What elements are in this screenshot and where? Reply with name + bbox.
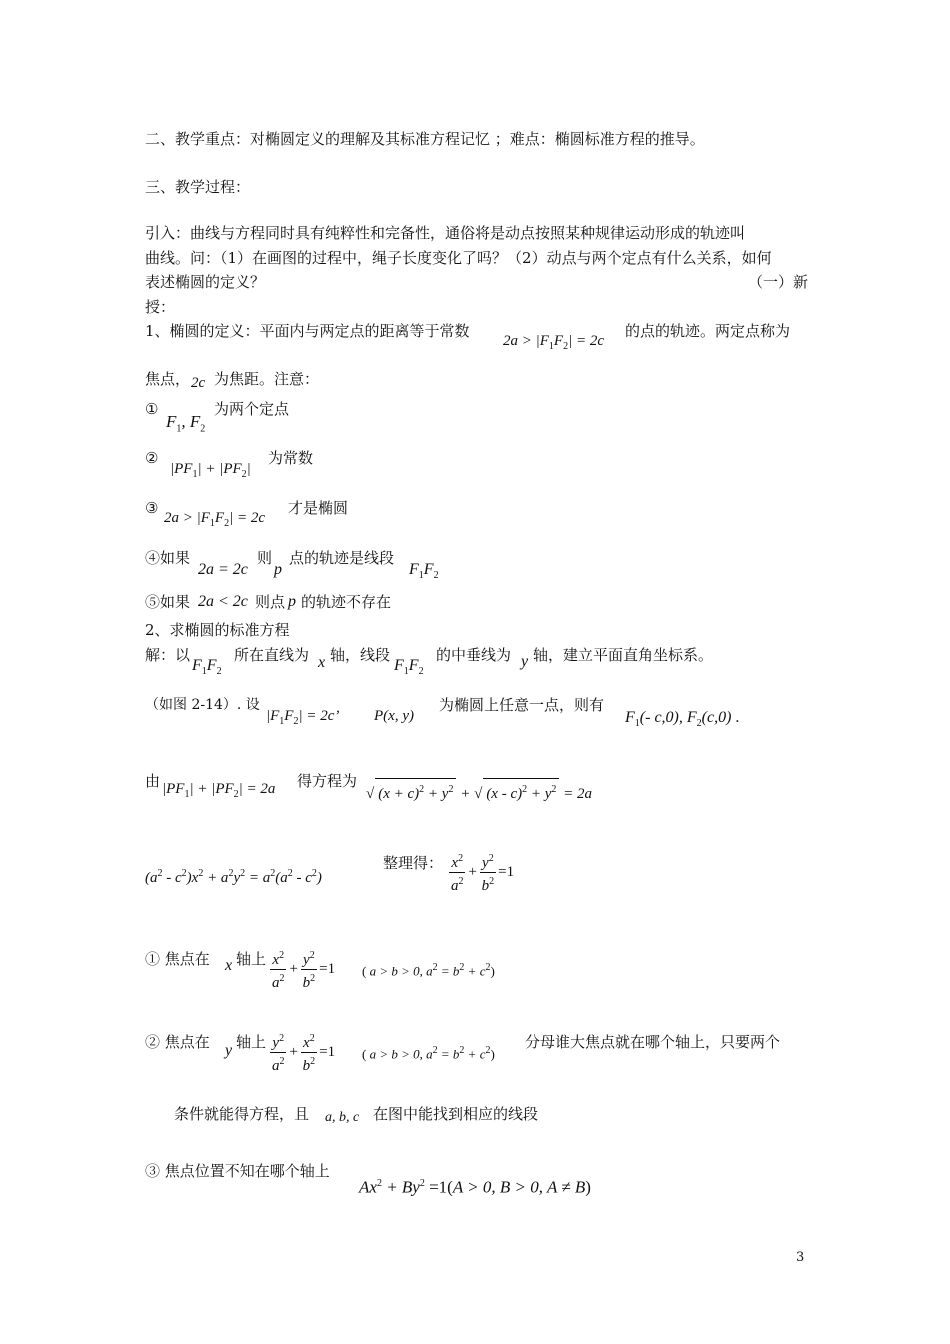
note-1-text: 为两个定点	[214, 400, 290, 418]
case-1-text-b: 轴上	[236, 950, 267, 968]
focus-text: 焦点，	[145, 370, 191, 388]
formula-2a-eq-2c: 2a = 2c	[198, 561, 248, 578]
formula-standard-ellipse: $\frac{x^2}{a^2}$ + $\frac{y^2}{b^2}$ =1	[447, 850, 514, 895]
note-1-marker: ①	[145, 400, 159, 418]
note-4-text-c: 点的轨迹是线段	[289, 549, 395, 567]
section-2-heading: 2、求椭圆的标准方程	[145, 621, 290, 639]
formula-f1f2-line: $F_1F_2$	[192, 657, 222, 678]
formula-case-1-equation: $\frac{x^2}{a^2}$ + $\frac{y^2}{b^2}$ =1	[268, 947, 335, 992]
formula-distance-equation: √ $(x + c)^2 + y^2$ + √ $(x - c)^2 + y^2 = 2a$	[366, 778, 592, 805]
formula-case-2-condition: ( a > b > 0, $a^2 = b^2 + c^2$)	[362, 1045, 495, 1062]
formula-case-1-condition: ( a > b > 0, $a^2 = b^2 + c^2$)	[362, 962, 495, 979]
solution-text-2: 所在直线为	[234, 646, 310, 664]
note-5-text-b: 则点	[255, 593, 286, 611]
formula-2a-gt-f1f2: $2a > |F_1F_2| = 2c$	[503, 333, 604, 352]
simplify-text: 整理得：	[383, 854, 444, 872]
note-4-text-b: 则	[257, 549, 273, 567]
solution-text-3: 轴，线段	[330, 646, 391, 664]
case-2-text-e: 在图中能找到相应的线段	[373, 1105, 539, 1123]
case-2-text-d: 条件就能得方程，且	[174, 1105, 310, 1123]
note-3-text: 才是椭圆	[288, 499, 349, 517]
intro-line-3: 表述椭圆的定义？	[145, 273, 266, 291]
formula-f1f2-eq-2c: $|F_1F_2| = 2c$’	[266, 708, 340, 727]
formula-f1f2-segment: $F_1F_2$	[394, 657, 424, 678]
formula-y-axis: y	[521, 653, 529, 670]
formula-point-p: P(x, y)	[374, 708, 414, 724]
formula-abc: a, b, c	[325, 1110, 360, 1125]
formula-y-axis-case: y	[225, 1042, 233, 1059]
formula-x-axis: x	[318, 654, 326, 671]
derivation-text-2: 得方程为	[297, 772, 358, 790]
intro-line-2: 曲线。问：（1）在画图的过程中，绳子长度变化了吗？（2）动点与两个定点有什么关系，如何	[145, 249, 772, 267]
note-3-marker: ③	[145, 499, 159, 517]
formula-pf1-pf2: $|PF_1| + |PF_2|$	[170, 461, 251, 480]
definition-text-1: 1、椭圆的定义：平面内与两定点的距离等于常数	[145, 322, 470, 340]
formula-case-2-equation: $\frac{y^2}{a^2}$ + $\frac{x^2}{b^2}$ =1	[268, 1030, 335, 1075]
teaching-focus-line: 二、教学重点：对椭圆定义的理解及其标准方程记忆 ；难点：椭圆标准方程的推导。	[145, 130, 705, 148]
formula-p-2: p	[288, 593, 296, 610]
case-2-text-b: 轴上	[236, 1033, 267, 1051]
page-number: 3	[796, 1250, 805, 1265]
teaching-process-heading: 三、教学过程：	[145, 178, 251, 196]
intro-line-1: 引入：曲线与方程同时具有纯粹性和完备性，通俗将是动点按照某种规律运动形成的轨迹叫	[145, 224, 746, 242]
solution-text-4: 的中垂线为	[436, 646, 512, 664]
note-2-text: 为常数	[268, 449, 314, 467]
formula-x-axis-case: x	[225, 957, 233, 974]
note-5-text-c: 的轨迹不存在	[301, 593, 392, 611]
case-1-text-a: ① 焦点在	[145, 950, 210, 968]
definition-text-2: 的点的轨迹。两定点称为	[625, 322, 791, 340]
focal-distance-text: 为焦距。注意：	[214, 370, 320, 388]
formula-expanded-equation: $(a^2 - c^2)x^2 + a^2y^2 = a^2(a^2 - c^2)$	[145, 868, 322, 886]
derivation-text-1: 由	[145, 772, 161, 790]
note-4-text-a: ④如果	[145, 549, 191, 567]
solution-text-5: 轴，建立平面直角坐标系。	[533, 646, 714, 664]
formula-f1-f2: $F_1$, $F_2$	[166, 412, 206, 435]
note-5-text-a: ⑤如果	[145, 593, 191, 611]
formula-foci-coordinates: $F_1(-$ c,0), $F_2(c,0)$ .	[625, 709, 740, 730]
intro-line-4: 授：	[145, 298, 176, 316]
setup-text-1: （如图 2-14）. 设	[145, 697, 260, 713]
setup-text-2: 为椭圆上任意一点，则有	[439, 696, 605, 714]
formula-2a-lt-2c: 2a < 2c	[198, 593, 248, 610]
case-3-text: ③ 焦点位置不知在哪个轴上	[145, 1162, 330, 1180]
formula-p: p	[274, 561, 282, 578]
solution-text-1: 解：以	[145, 646, 191, 664]
formula-note-3: $2a > |F_1F_2| = 2c$	[164, 510, 265, 529]
section-one-label: （一）新	[748, 273, 809, 291]
note-2-marker: ②	[145, 449, 159, 467]
formula-general-equation: $Ax^2 + By^2 =1(A > 0$, B > 0, A ≠ B)	[359, 1177, 591, 1197]
case-2-text-c: 分母谁大焦点就在哪个轴上，只要两个	[525, 1033, 781, 1051]
formula-sum-eq-2a: $|PF_1| + |PF_2| = 2a$	[162, 781, 276, 800]
formula-2c: 2c	[191, 375, 206, 391]
case-2-text-a: ② 焦点在	[145, 1033, 210, 1051]
formula-segment-f1f2: $F_1F_2$	[409, 561, 439, 582]
